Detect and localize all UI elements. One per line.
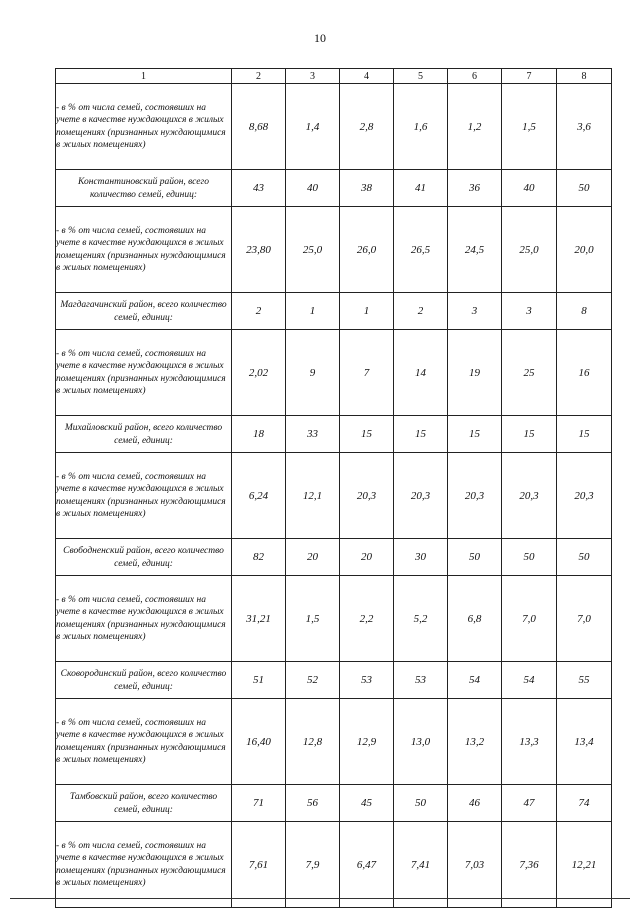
value-cell: 2,02 <box>232 330 286 416</box>
percent-label: - в % от числа семей, состоявших на учете в качестве нуждающихся в жилых помещениях (признанных нуждающимися в жилых помещениях) <box>56 699 232 785</box>
percent-label: - в % от числа семей, состоявших на учете в качестве нуждающихся в жилых помещениях (признанных нуждающимися в жилых помещениях) <box>56 576 232 662</box>
value-cell: 25,0 <box>502 207 557 293</box>
district-label: Константиновский район, всего количество семей, единиц: <box>56 170 232 207</box>
value-cell: 55 <box>557 662 612 699</box>
value-cell: 1 <box>340 293 394 330</box>
value-cell: 5,2 <box>394 576 448 662</box>
value-cell: 74 <box>557 785 612 822</box>
value-cell: 7,61 <box>232 822 286 908</box>
value-cell: 16,40 <box>232 699 286 785</box>
column-header: 5 <box>394 69 448 84</box>
value-cell: 3 <box>502 293 557 330</box>
value-cell: 3 <box>448 293 502 330</box>
value-cell: 13,4 <box>557 699 612 785</box>
value-cell: 1,4 <box>286 84 340 170</box>
value-cell: 15 <box>557 416 612 453</box>
value-cell: 1,5 <box>502 84 557 170</box>
value-cell: 30 <box>394 539 448 576</box>
value-cell: 1,5 <box>286 576 340 662</box>
column-header: 8 <box>557 69 612 84</box>
value-cell: 7,41 <box>394 822 448 908</box>
percent-label: - в % от числа семей, состоявших на учете в качестве нуждающихся в жилых помещениях (признанных нуждающимися в жилых помещениях) <box>56 207 232 293</box>
value-cell: 26,0 <box>340 207 394 293</box>
value-cell: 2 <box>394 293 448 330</box>
value-cell: 20,3 <box>557 453 612 539</box>
value-cell: 20,3 <box>340 453 394 539</box>
value-cell: 54 <box>448 662 502 699</box>
value-cell: 46 <box>448 785 502 822</box>
district-label: Тамбовский район, всего количество семей, единиц: <box>56 785 232 822</box>
district-total-row <box>56 170 612 207</box>
value-cell: 12,21 <box>557 822 612 908</box>
value-cell: 2 <box>232 293 286 330</box>
value-cell: 54 <box>502 662 557 699</box>
value-cell: 12,8 <box>286 699 340 785</box>
value-cell: 15 <box>448 416 502 453</box>
percent-row <box>56 699 612 785</box>
value-cell: 7,9 <box>286 822 340 908</box>
value-cell: 7,0 <box>502 576 557 662</box>
district-label: Сковородинский район, всего количество семей, единиц: <box>56 662 232 699</box>
value-cell: 20 <box>286 539 340 576</box>
value-cell: 20,3 <box>394 453 448 539</box>
value-cell: 50 <box>557 170 612 207</box>
value-cell: 26,5 <box>394 207 448 293</box>
column-header: 7 <box>502 69 557 84</box>
value-cell: 45 <box>340 785 394 822</box>
percent-label: - в % от числа семей, состоявших на учете в качестве нуждающихся в жилых помещениях (признанных нуждающимися в жилых помещениях) <box>56 822 232 908</box>
value-cell: 8 <box>557 293 612 330</box>
value-cell: 52 <box>286 662 340 699</box>
district-total-row <box>56 416 612 453</box>
value-cell: 3,6 <box>557 84 612 170</box>
value-cell: 40 <box>502 170 557 207</box>
value-cell: 6,24 <box>232 453 286 539</box>
column-header: 4 <box>340 69 394 84</box>
percent-row <box>56 453 612 539</box>
value-cell: 51 <box>232 662 286 699</box>
value-cell: 36 <box>448 170 502 207</box>
value-cell: 2,8 <box>340 84 394 170</box>
district-total-row <box>56 539 612 576</box>
value-cell: 33 <box>286 416 340 453</box>
value-cell: 12,9 <box>340 699 394 785</box>
value-cell: 12,1 <box>286 453 340 539</box>
value-cell: 53 <box>394 662 448 699</box>
value-cell: 13,3 <box>502 699 557 785</box>
value-cell: 50 <box>448 539 502 576</box>
district-total-row <box>56 293 612 330</box>
value-cell: 2,2 <box>340 576 394 662</box>
table-body <box>56 69 612 908</box>
district-label: Свободненский район, всего количество семей, единиц: <box>56 539 232 576</box>
page-number: 10 <box>314 31 326 45</box>
value-cell: 20 <box>340 539 394 576</box>
housing-families-table <box>55 68 612 908</box>
value-cell: 1,6 <box>394 84 448 170</box>
value-cell: 25,0 <box>286 207 340 293</box>
value-cell: 7,36 <box>502 822 557 908</box>
percent-row <box>56 84 612 170</box>
value-cell: 8,68 <box>232 84 286 170</box>
value-cell: 43 <box>232 170 286 207</box>
value-cell: 20,3 <box>448 453 502 539</box>
percent-row <box>56 330 612 416</box>
value-cell: 13,0 <box>394 699 448 785</box>
value-cell: 38 <box>340 170 394 207</box>
percent-row <box>56 576 612 662</box>
value-cell: 15 <box>502 416 557 453</box>
column-header: 3 <box>286 69 340 84</box>
column-header: 2 <box>232 69 286 84</box>
value-cell: 25 <box>502 330 557 416</box>
value-cell: 1,2 <box>448 84 502 170</box>
value-cell: 20,0 <box>557 207 612 293</box>
page-bottom-edge <box>10 898 630 899</box>
value-cell: 14 <box>394 330 448 416</box>
value-cell: 1 <box>286 293 340 330</box>
value-cell: 18 <box>232 416 286 453</box>
value-cell: 50 <box>502 539 557 576</box>
column-header: 6 <box>448 69 502 84</box>
percent-row <box>56 822 612 908</box>
value-cell: 31,21 <box>232 576 286 662</box>
table-header-row <box>56 69 612 84</box>
district-label: Магдагачинский район, всего количество семей, единиц: <box>56 293 232 330</box>
value-cell: 19 <box>448 330 502 416</box>
district-total-row <box>56 785 612 822</box>
value-cell: 16 <box>557 330 612 416</box>
value-cell: 71 <box>232 785 286 822</box>
value-cell: 41 <box>394 170 448 207</box>
percent-label: - в % от числа семей, состоявших на учете в качестве нуждающихся в жилых помещениях (признанных нуждающимися в жилых помещениях) <box>56 84 232 170</box>
value-cell: 56 <box>286 785 340 822</box>
value-cell: 50 <box>557 539 612 576</box>
district-total-row <box>56 662 612 699</box>
value-cell: 23,80 <box>232 207 286 293</box>
value-cell: 82 <box>232 539 286 576</box>
value-cell: 15 <box>394 416 448 453</box>
value-cell: 6,47 <box>340 822 394 908</box>
value-cell: 7,0 <box>557 576 612 662</box>
column-header: 1 <box>56 69 232 84</box>
value-cell: 7 <box>340 330 394 416</box>
value-cell: 7,03 <box>448 822 502 908</box>
value-cell: 50 <box>394 785 448 822</box>
percent-label: - в % от числа семей, состоявших на учете в качестве нуждающихся в жилых помещениях (признанных нуждающимися в жилых помещениях) <box>56 330 232 416</box>
value-cell: 15 <box>340 416 394 453</box>
value-cell: 53 <box>340 662 394 699</box>
district-label: Михайловский район, всего количество семей, единиц: <box>56 416 232 453</box>
value-cell: 9 <box>286 330 340 416</box>
percent-row <box>56 207 612 293</box>
value-cell: 40 <box>286 170 340 207</box>
value-cell: 47 <box>502 785 557 822</box>
value-cell: 13,2 <box>448 699 502 785</box>
value-cell: 24,5 <box>448 207 502 293</box>
value-cell: 20,3 <box>502 453 557 539</box>
value-cell: 6,8 <box>448 576 502 662</box>
percent-label: - в % от числа семей, состоявших на учете в качестве нуждающихся в жилых помещениях (признанных нуждающимися в жилых помещениях) <box>56 453 232 539</box>
